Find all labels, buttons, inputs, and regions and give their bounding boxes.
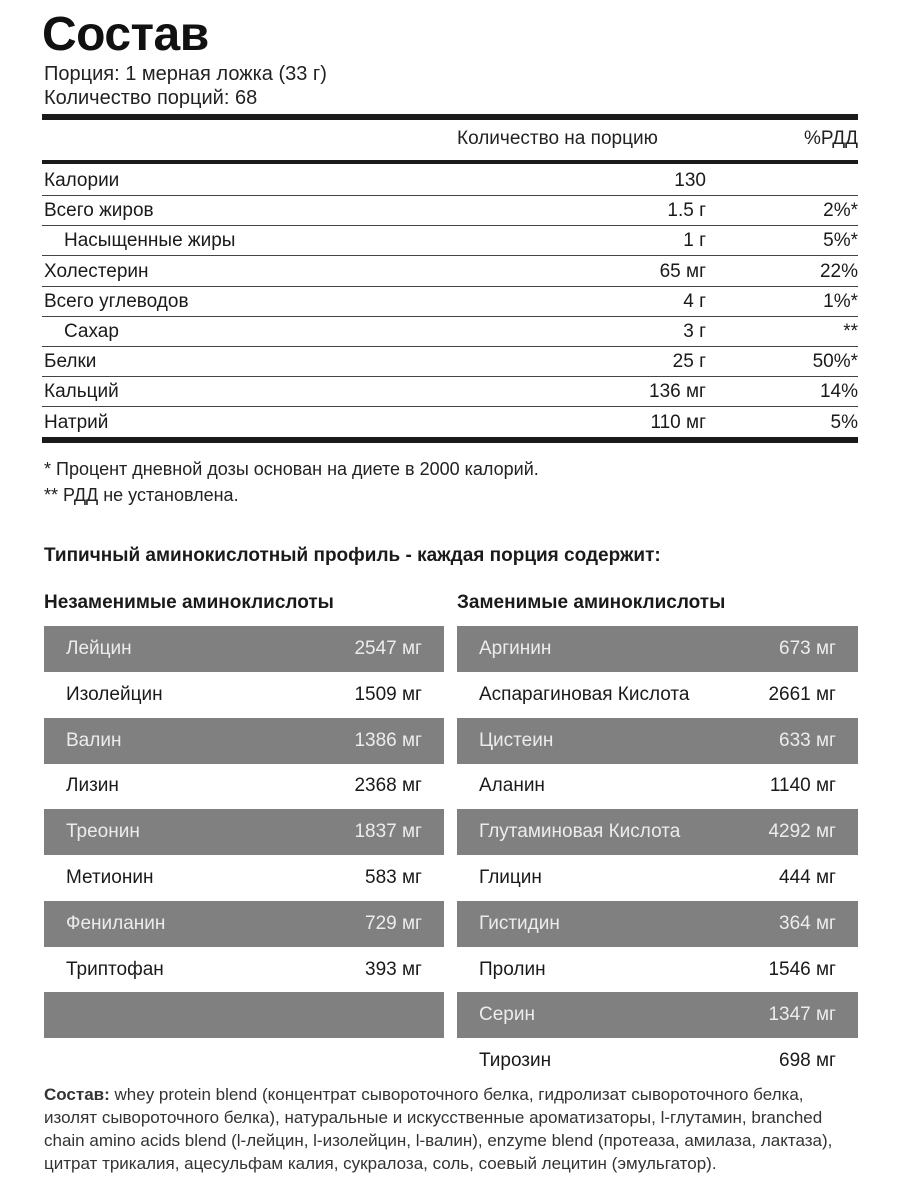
amino-row <box>44 626 444 672</box>
nutrient-dv: 22% <box>819 260 858 282</box>
amino-name: Аланин <box>479 775 545 797</box>
amino-row <box>457 992 858 1038</box>
nutrient-dv: ** <box>843 321 858 342</box>
nutrient-dv: 1%* <box>823 290 858 312</box>
servings-count: Количество порций: 68 <box>44 87 258 109</box>
amino-row <box>44 672 444 718</box>
header-rule <box>42 114 858 120</box>
amino-name: Аргинин <box>479 638 552 659</box>
essential-amino-title: Незаменимые аминоклислоты <box>44 592 334 613</box>
footer-rule <box>42 437 858 443</box>
amino-value: 1546 мг <box>768 958 836 980</box>
amino-row <box>44 809 444 855</box>
amino-name: Изолейцин <box>66 683 163 705</box>
subheader-rule <box>42 160 858 164</box>
amino-value: 1509 мг <box>354 683 422 705</box>
amino-value: 4292 мг <box>768 821 836 843</box>
amino-name: Лейцин <box>66 638 132 659</box>
amino-name: Гистидин <box>479 912 560 934</box>
amino-value: 1140 мг <box>769 775 836 797</box>
nutrient-amount: 4 г <box>683 290 706 312</box>
amino-row <box>457 809 858 855</box>
amino-row <box>457 763 858 809</box>
footnote-rdd: ** РДД не установлена. <box>44 485 239 505</box>
nutrient-amount: 130 <box>674 170 706 191</box>
nutrient-row <box>42 287 858 317</box>
nutrient-name: Всего жиров <box>44 200 154 222</box>
amino-row <box>457 718 858 764</box>
nutrient-amount: 65 мг <box>659 260 706 282</box>
amino-name: Тирозин <box>479 1050 552 1072</box>
amino-name: Метионин <box>66 867 154 888</box>
amino-row <box>457 626 858 672</box>
amino-value: 2661 мг <box>768 683 836 705</box>
nutrient-dv: 14% <box>819 381 858 403</box>
amino-row <box>44 947 444 993</box>
amino-value: 1837 мг <box>354 821 422 843</box>
amino-name: Глицин <box>479 867 542 888</box>
amino-name: Пролин <box>479 958 546 980</box>
amino-value: 1347 мг <box>768 1004 836 1026</box>
nutrient-name: Калории <box>44 170 120 191</box>
amino-value: 2547 мг <box>354 638 422 659</box>
amino-value: 2368 мг <box>354 775 422 797</box>
amino-name: Лизин <box>66 775 119 797</box>
page-title: Состав <box>42 8 209 61</box>
amino-name: Цистеин <box>479 729 554 751</box>
amino-value: 633 мг <box>779 729 836 751</box>
nutrient-name: Белки <box>44 351 97 373</box>
amino-name: Валин <box>66 729 122 751</box>
amino-row <box>44 855 444 901</box>
amino-row <box>457 1038 858 1084</box>
nutrient-row <box>42 408 858 438</box>
amino-value: 583 мг <box>365 867 422 888</box>
nutrient-name: Всего углеводов <box>44 290 189 312</box>
amino-name: Глутаминовая Кислота <box>479 821 681 843</box>
amino-row <box>44 901 444 947</box>
nutrient-amount: 3 г <box>683 321 706 342</box>
amino-row <box>457 947 858 993</box>
nutrient-row <box>42 377 858 407</box>
serving-size: Порция: 1 мерная ложка (33 г) <box>44 63 327 85</box>
nutrient-dv: 2%* <box>823 200 858 222</box>
nonessential-amino-title: Заменимые аминоклислоты <box>457 592 726 613</box>
nutrient-row <box>42 226 858 256</box>
nutrient-row <box>42 347 858 377</box>
composition-text <box>44 1083 856 1175</box>
nutrient-row <box>42 317 858 347</box>
composition-label: Состав: <box>44 1085 110 1104</box>
footnote-dv: * Процент дневной дозы основан на диете в 2000 калорий. <box>44 459 539 479</box>
amino-row <box>44 718 444 764</box>
amino-name: Фениланин <box>66 912 166 934</box>
amino-value: 364 мг <box>779 912 836 934</box>
amino-row <box>44 763 444 809</box>
nutrient-name: Сахар <box>64 321 119 342</box>
nutrient-row <box>42 196 858 226</box>
amino-value: 393 мг <box>365 958 422 980</box>
nutrient-amount: 136 мг <box>649 381 706 403</box>
amount-column-header: Количество на порцию <box>457 128 658 149</box>
amino-row <box>457 901 858 947</box>
amino-name: Аспарагиновая Кислота <box>479 683 690 705</box>
nutrient-amount: 110 мг <box>650 411 706 433</box>
nutrient-name: Натрий <box>44 411 109 433</box>
amino-row <box>44 992 444 1038</box>
nutrient-name: Кальций <box>44 381 119 403</box>
composition-body: whey protein blend (концентрат сывороточного белка, гидролизат сывороточного белка, изолят сывороточного белка), натуральные и искусственные ароматизаторы, l-глутамин, branched chain amino acids blend (l-лейцин, l-изолейцин, l-валин), enzyme blend (протеаза, амилаза, лактаза), цитрат трикалия, ацесульфам калия, сукралоза, соль, соевый лецитин (эмульгатор). <box>44 1085 833 1173</box>
nutrient-dv: 5%* <box>823 230 858 252</box>
nutrient-name: Насыщенные жиры <box>64 230 236 252</box>
amino-value: 1386 мг <box>354 729 422 751</box>
amino-name: Триптофан <box>66 958 164 980</box>
amino-name: Серин <box>479 1004 535 1026</box>
nutrient-row <box>42 166 858 196</box>
amino-row <box>457 855 858 901</box>
amino-row <box>457 672 858 718</box>
amino-value: 673 мг <box>779 638 836 659</box>
nutrient-row <box>42 257 858 287</box>
amino-name: Треонин <box>66 821 140 843</box>
nutrient-amount: 25 г <box>672 351 706 373</box>
nutrient-dv: 50%* <box>812 351 858 373</box>
dv-column-header: %РДД <box>803 128 858 149</box>
nutrient-amount: 1.5 г <box>667 200 706 222</box>
nutrient-amount: 1 г <box>683 230 706 252</box>
nutrient-name: Холестерин <box>44 260 149 282</box>
amino-value: 698 мг <box>779 1050 836 1072</box>
amino-value: 444 мг <box>779 867 836 888</box>
nutrient-dv: 5% <box>830 411 858 433</box>
amino-value: 729 мг <box>365 912 422 934</box>
amino-profile-title: Типичный аминокислотный профиль - каждая порция содержит: <box>44 545 661 566</box>
